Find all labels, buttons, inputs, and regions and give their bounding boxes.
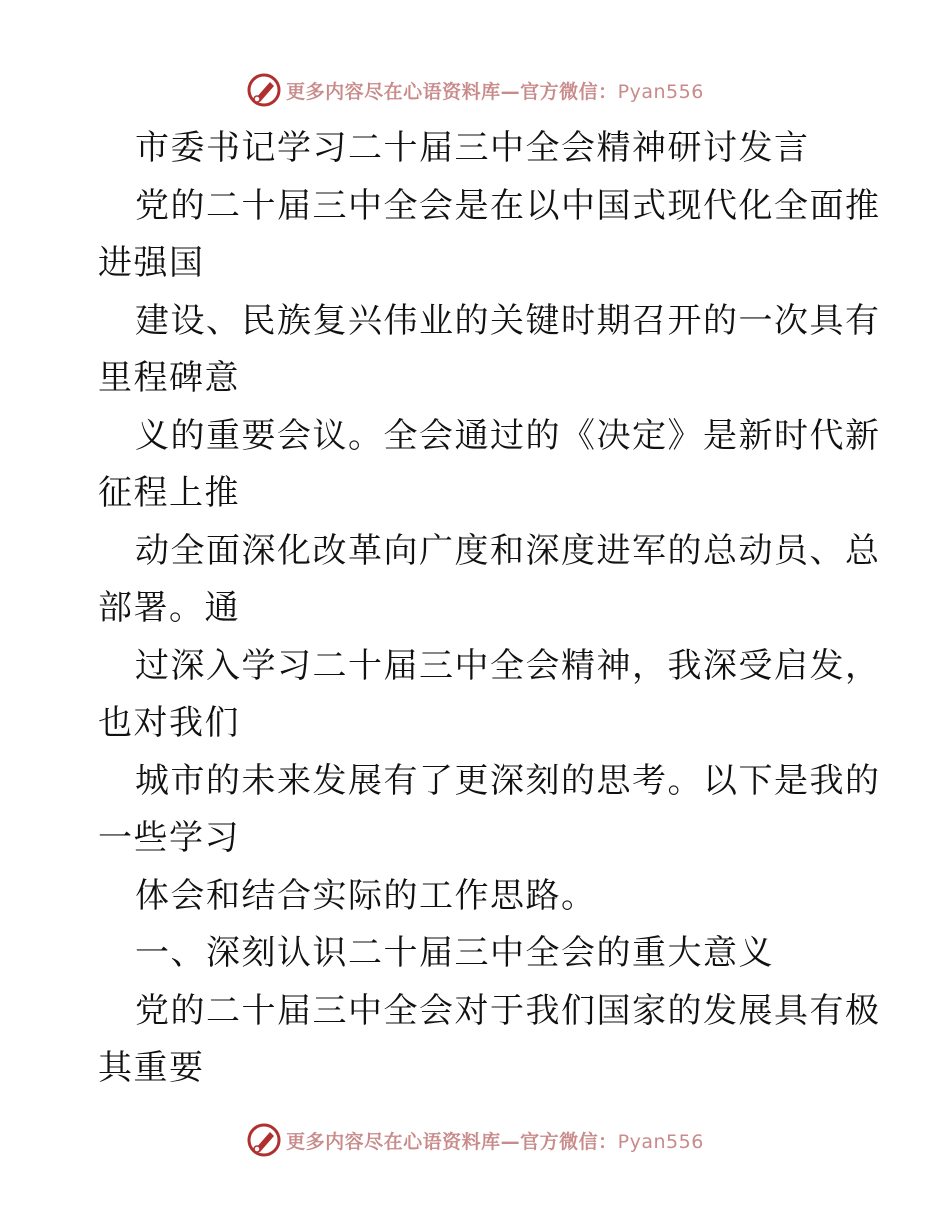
- text-line: 里程碑意: [98, 358, 240, 398]
- footer-banner: [0, 1120, 950, 1160]
- pen-circle-logo-icon: [246, 72, 282, 108]
- text-line: 其重要: [98, 1048, 205, 1088]
- text-line: 体会和结合实际的工作思路。: [135, 875, 597, 916]
- text-line: 动全面深化改革向广度和深度进军的总动员、总: [135, 530, 881, 571]
- text-line: 党的二十届三中全会是在以中国式现代化全面推: [135, 185, 881, 226]
- text-line: 部署。通: [98, 588, 240, 628]
- document-body: [98, 120, 881, 1098]
- banner-handle: Pyan556: [617, 1130, 704, 1153]
- text-line: 义的重要会议。全会通过的《决定》是新时代新: [135, 415, 881, 456]
- text-line: 也对我们: [98, 703, 240, 743]
- banner-label: 更多内容尽在心语资料库—官方微信：: [286, 80, 618, 103]
- pen-circle-logo-icon: [246, 1122, 282, 1158]
- banner-handle: Pyan556: [617, 80, 704, 103]
- text-line: 建设、民族复兴伟业的关键时期召开的一次具有: [135, 300, 881, 341]
- text-line: 一些学习: [98, 818, 240, 858]
- text-line: 进强国: [98, 243, 205, 283]
- banner-label: 更多内容尽在心语资料库—官方微信：: [286, 1130, 618, 1153]
- document-title: 市委书记学习二十届三中全会精神研讨发言: [135, 128, 810, 168]
- banner-text: [286, 1127, 704, 1154]
- text-line: 征程上推: [98, 473, 240, 513]
- text-line: 城市的未来发展有了更深刻的思考。以下是我的: [135, 760, 881, 801]
- banner-text: [286, 77, 704, 104]
- section-heading: 一、深刻认识二十届三中全会的重大意义: [135, 933, 774, 973]
- header-banner: [0, 70, 950, 110]
- text-line: 过深入学习二十届三中全会精神，我深受启发，: [135, 645, 881, 686]
- text-line: 党的二十届三中全会对于我们国家的发展具有极: [135, 990, 881, 1031]
